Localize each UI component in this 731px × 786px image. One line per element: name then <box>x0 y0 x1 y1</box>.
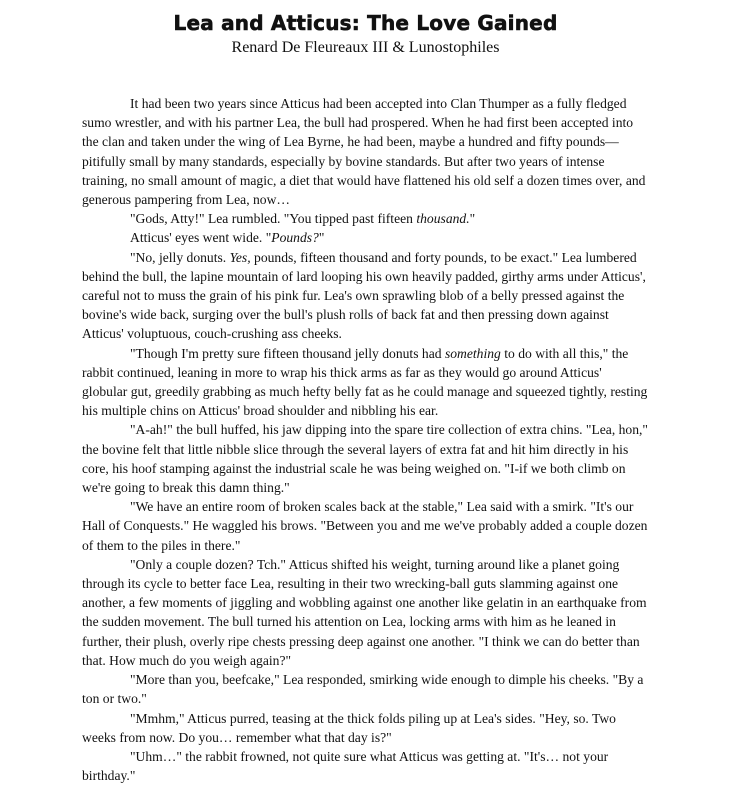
paragraph <box>82 670 650 708</box>
paragraph-text: "A-ah!" the bull huffed, his jaw dipping into the spare tire collection of extra chins. "Lea, hon," the bovine felt that little nibble slice through the several layers of extra fat and hit him directly in his core, his hoof stamping against the industrial scale he was being weighed on. "I-if we both climb on we're going to break this damn thing." <box>82 422 648 496</box>
paragraph <box>82 248 650 344</box>
paragraph-emphasis: Yes, <box>229 249 251 265</box>
paragraph-text: "Gods, Atty!" Lea rumbled. "You tipped past fifteen <box>130 211 417 227</box>
paragraph-text: " <box>469 211 476 227</box>
paragraph <box>82 344 650 421</box>
paragraph-text: "Mmhm," Atticus purred, teasing at the thick folds piling up at Lea's sides. "Hey, so. Two weeks from now. Do you… remember what that day is?" <box>82 710 616 745</box>
story-body <box>82 94 650 785</box>
paragraph <box>82 709 650 747</box>
paragraph <box>82 497 650 555</box>
story-title: Lea and Atticus: The Love Gained <box>173 11 558 35</box>
paragraph-text: " <box>318 230 325 246</box>
paragraph-text: "Only a couple dozen? Tch." Atticus shifted his weight, turning around like a planet going through its cycle to better face Lea, resulting in their two wrecking-ball guts slamming against one another, a few moments of jiggling and wobbling against one another like gelatin in an earthquake from the sudden movement. The bull turned his attention on Lea, locking arms with him as he leaned in further, their plush, overly ripe chests pressing deep against one another. "I think we can do better than that. How much do you weigh again?" <box>82 556 647 668</box>
paragraph-emphasis: Pounds? <box>271 230 319 246</box>
story-authors: Renard De Fleureaux III & Lunostophiles <box>231 39 500 56</box>
paragraph-text: "Though I'm pretty sure fifteen thousand jelly donuts had <box>130 345 445 361</box>
paragraph-text: to do with all this," the rabbit continued, leaning in more to wrap his thick arms as far as they would go around Atticus' globular gut, greedily grabbing as much hefty belly fat as he could manage and squeezed tightly, resting his multiple chins on Atticus' broad shoulder and nibbling his ear. <box>82 345 648 419</box>
paragraph <box>82 555 650 670</box>
paragraph-text: "We have an entire room of broken scales back at the stable," Lea said with a smirk. "It's our Hall of Conquests." He waggled his brows. "Between you and me we've probably added a couple dozen of them to the piles in there." <box>82 499 648 553</box>
paragraph-emphasis: something <box>444 345 501 361</box>
paragraph <box>82 228 650 247</box>
paragraph-text: pounds, fifteen thousand and forty pounds, to be exact." Lea lumbered behind the bull, the lapine mountain of lard looping his own heavily padded, girthy arms under Atticus', careful not to muss the grain of his pink fur. Lea's own sprawling blob of a belly pressed against the bovine's wide back, surging over the bull's plush rolls of back fat and then pressing down against Atticus' voluptuous, couch-crushing ass cheeks. <box>82 249 646 342</box>
paragraph-text: It had been two years since Atticus had been accepted into Clan Thumper as a fully fledged sumo wrestler, and with his partner Lea, the bull had prospered. When he had first been accepted into the clan and taken under the wing of Lea Byrne, he had been, maybe a hundred and fifty pounds— pitifully small by many standards, especially by bovine standards. But after two years of intense training, no small amount of magic, a diet that would have flattened his old self a dozen times over, and generous pampering from Lea, now… <box>82 96 646 208</box>
paragraph-emphasis: thousand. <box>416 211 470 227</box>
paragraph <box>82 94 650 209</box>
paragraph <box>82 209 650 228</box>
paragraph <box>82 420 650 497</box>
paragraph-text: "No, jelly donuts. <box>130 249 230 265</box>
paragraph-text: "Uhm…" the rabbit frowned, not quite sure what Atticus was getting at. "It's… not your birthday." <box>82 748 609 784</box>
paragraph <box>82 747 650 785</box>
paragraph-text: Atticus' eyes went wide. " <box>130 230 272 246</box>
paragraph-text: "More than you, beefcake," Lea responded, smirking wide enough to dimple his cheeks. "By a ton or two." <box>82 672 644 707</box>
